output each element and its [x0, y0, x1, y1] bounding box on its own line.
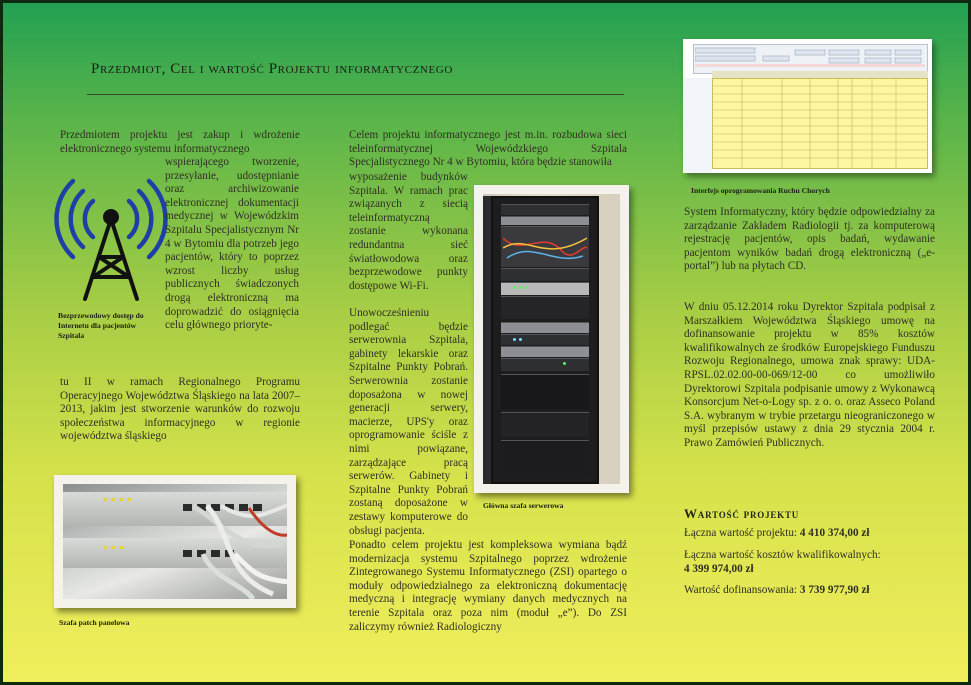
funding-value-label: Wartość dofinansowania: — [684, 584, 798, 596]
server-rack-photo — [474, 185, 629, 493]
server-rack-caption: Główna szafa serwerowa — [483, 501, 564, 510]
software-screenshot — [683, 39, 932, 173]
funding-value-line — [684, 584, 935, 598]
col2-paragraph-1-top: Celem projektu informatycznego jest m.in. rozbudowa sieci teleinformatycznej Wojewódzkiego Szpitala Specjalistycznego Nr 4 w Bytomiu, która będzie stanowiła — [349, 129, 627, 169]
radio-tower-icon — [53, 171, 169, 305]
total-value-line — [684, 527, 935, 541]
page-title: Przedmiot, Cel i wartość Projektu informatycznego — [91, 61, 453, 77]
title-rule — [87, 94, 624, 95]
funding-value-amount: 3 739 977,90 zł — [799, 584, 870, 596]
col3-paragraph-1: System Informatyczny, który będzie odpowiedzialny za zarządzanie Zakładem Radiologii tj. za komputerową rejestrację pacjentów, opis badań, wydawanie pacjentom wyników badań drogą elektroniczną („e-portal”) lub na płytach CD. — [684, 206, 935, 273]
eligible-value-line — [684, 549, 935, 576]
patch-panel-photo — [54, 475, 296, 608]
antenna-caption: Bezprzewodowy dostęp do Internetu dla pacjentów Szpitala — [58, 311, 144, 340]
col3-paragraph-2: W dniu 05.12.2014 roku Dyrektor Szpitala podpisał z Marszałkiem Województwa Śląskiego umowę na dofinansowanie projektu w 85% kosztów kwalifikowalnych ze środków Europejskiego Funduszu Rozwoju Regionalnego, umowa znak sprawy: UDA-RPSL.02.02.00-00-069/12-00 co umożliwiło Dyrektorowi Szpitala podpisanie umowy z Wykonawcą Konsorcjum Net-o-Logy sp. z o. o. oraz Asseco Poland S.A. wybranym w trybie przetargu nieograniczonego w myśl przepisów ustawy z dnia 29 stycznia 2004 r. Prawo Zamówień Publicznych. — [684, 301, 935, 449]
col1-paragraph-bottom: tu II w ramach Regionalnego Programu Operacyjnego Województwa Śląskiego na lata 2007–2013, jakim jest stworzenie warunków do rozwoju społeczeństwa informacyjnego w regionie województwa śląskiego — [60, 376, 300, 443]
col1-paragraph-top: Przedmiotem projektu jest zakup i wdrożenie elektronicznego systemu informatycznego — [60, 129, 300, 155]
patch-panel-caption: Szafa patch panelowa — [59, 618, 130, 627]
col2-paragraph-1-wrap: wyposażenie budynków Szpitala. W ramach prac związanych z siecią teleinformatyczną zostanie wykonana redundantna sieć światłowodowa oraz bezprzewodowe punkty dostępowe Wi-Fi. — [349, 171, 468, 292]
eligible-value-label: Łączna wartość kosztów kwalifikowalnych: — [684, 549, 881, 561]
eligible-value-amount: 4 399 974,00 zł — [684, 562, 754, 575]
total-value-amount: 4 410 374,00 zł — [799, 527, 870, 539]
col1-paragraph-wrap: wspierającego tworzenie, przesyłanie, udostępnianie oraz archiwizowanie elektronicznej dokumentacji medycznej w Wojewódzkim Szpitalu Specjalistycznym Nr 4 w Bytomiu dla potrzeb jego pacjentów, który to poprzez wzrost liczby usług publicznych świadczonych drogą elektroniczną ma doprowadzić do osiągnięcia celu głównego prioryte- — [165, 156, 299, 332]
total-value-label: Łączna wartość projektu: — [684, 527, 798, 539]
software-caption: Interfejs oprogramowania Ruchu Chorych — [691, 186, 830, 195]
col2-paragraph-3: Ponadto celem projektu jest kompleksowa wymiana bądź modernizacja systemu Szpitalnego poprzez wdrożenie Zintegrowanego Systemu Informatycznego (ZSI) opartego o moduły odpowiedzialnego za elektroniczną dokumentację medyczną i integrację wymiany danych medycznych na terenie Szpitala oraz poza nim (moduł „e”). Do ZSI zaliczymy również Radiologiczny — [349, 539, 627, 633]
value-heading: Wartość projektu — [684, 506, 800, 521]
col2-paragraph-2: Unowocześnieniu podlegać będzie serwerownia Szpitala, gabinety lekarskie oraz Szpitalne Punkty Pobrań. Serwerownia zostanie doposażona w nowej generacji serwery, macierze, UPS'y oraz oprogramowanie ściśle z nimi powiązane, zarządzające pracą serwerów. Gabinety i Szpitalne Punkty Pobrań zostaną doposażone w zestawy komputerowe do obsługi pacjenta. — [349, 307, 468, 537]
